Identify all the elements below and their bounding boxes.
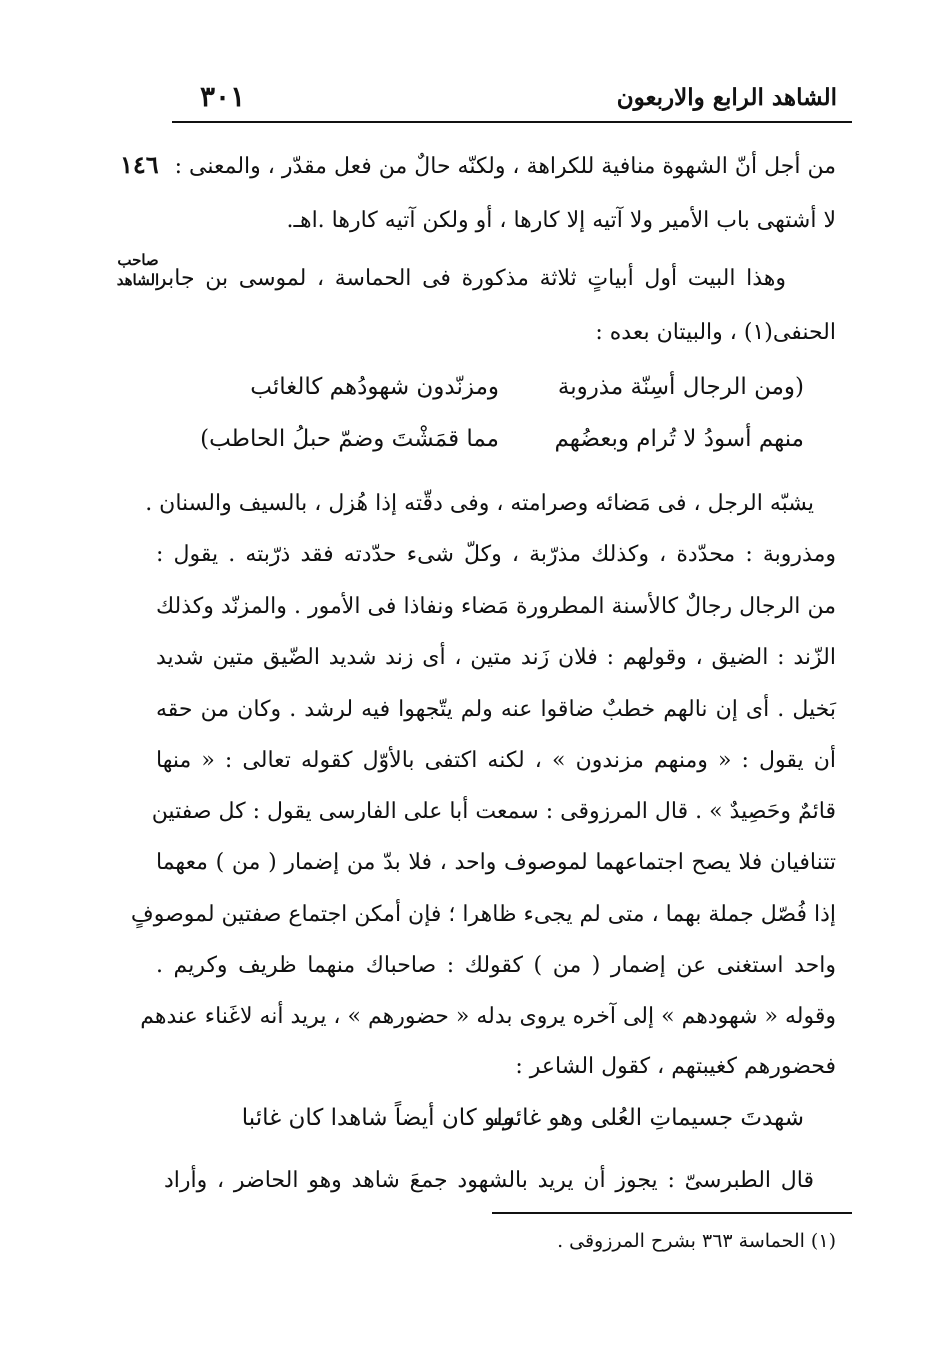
text-line: واحد استغنى عن إضمار ( من ) كقولك : صاحباك منهما ظريف وكريم . — [156, 953, 836, 978]
verse-3-hemistich-1: شهدتَ جسيماتِ العُلى وهو غائب — [493, 1105, 804, 1131]
verse-3-hemistich-2: ولو كان أيضاً شاهدا كان غائبا — [241, 1105, 514, 1131]
verse-1-hemistich-2: ومزنّدون شهودُهم كالغائب — [250, 374, 499, 400]
verse-1-hemistich-1: (ومن الرجال أسِنّة مذروبة — [557, 374, 804, 400]
margin-side-note: صاحب الشاهد — [116, 251, 160, 289]
verse-2-hemistich-2: مما قمَشْتَ وضمّ حبلُ الحاطب) — [200, 426, 499, 452]
page-header — [172, 80, 837, 120]
text-line: من الرجال رجالٌ كالأسنة المطرورة مَضاء ونفاذا فى الأمور . والمزنّد وكذلك — [156, 594, 836, 619]
page-number: ٣٠١ — [200, 80, 246, 113]
text-line: أن يقول : « ومنهم مزندون » ، لكنه اكتفى بالأوّل كقوله تعالى : « منها — [156, 748, 836, 773]
header-rule — [172, 121, 852, 123]
text-line: يشبّه الرجل ، فى مَضائه وصرامته ، وفى دقّته إذا هُزل ، بالسيف والسنان . — [145, 491, 814, 516]
running-title: الشاهد الرابع والاربعون — [616, 84, 837, 111]
text-line: من أجل أنّ الشهوة منافية للكراهة ، ولكنّه حالٌ من فعل مقدّر ، والمعنى : — [174, 154, 836, 179]
text-line: وقوله « شهودهم » إلى آخره يروى بدله « حضورهم » ، يريد أنه لاغَناء عندهم — [140, 1004, 836, 1029]
footnote: (١) الحماسة ٣٦٣ بشرح المرزوقى . — [557, 1230, 836, 1252]
text-line: قال الطبرسىّ : يجوز أن يريد بالشهود جمعَ شاهد وهو الحاضر ، وأراد — [164, 1168, 814, 1193]
text-line: بَخيل . أى إن نالهم خطبٌ ضاقوا عنه ولم يتّجهوا فيه لرشد . وكان من حقه — [156, 697, 836, 722]
text-line: فحضورهم كغيبتهم ، كقول الشاعر : — [515, 1054, 836, 1079]
footnote-rule — [492, 1212, 852, 1214]
text-line: لا أشتهى باب الأمير ولا آتيه إلا كارها ، أو ولكن آتيه كارها .اهـ. — [286, 208, 836, 233]
text-line: إذا فُصّل جملة بهما ، متى لم يجىء ظاهرا ؛ فإن أمكن اجتماع صفتين لموصوفٍ — [130, 902, 836, 927]
text-line: وهذا البيت أول أبياتٍ ثلاثة مذكورة فى الحماسة ، لموسى بن جابر — [156, 266, 786, 291]
margin-verse-number: ١٤٦ — [120, 150, 159, 179]
verse-2-hemistich-1: منهم أسودُ لا تُرام وبعضُهم — [554, 426, 804, 452]
text-line: ومذروبة : محدّدة ، وكذلك مذرّبة ، وكلّ شىء حدّدته فقد ذرّبته . يقول : — [156, 542, 836, 567]
text-line: الزّند : الضيق ، وقولهم : فلان زَند متين ، أى زند شديد الضّيق متين شديد — [156, 645, 836, 670]
text-line: تتنافيان فلا يصح اجتماعهما لموصوف واحد ، فلا بدّ من إضمار ( من ) معهما — [156, 850, 836, 875]
text-line: قائمٌ وحَصِيدٌ » . قال المرزوقى : سمعت أبا على الفارسى يقول : كل صفتين — [151, 799, 836, 824]
text-line: الحنفى(١) ، والبيتان بعده : — [595, 320, 836, 345]
